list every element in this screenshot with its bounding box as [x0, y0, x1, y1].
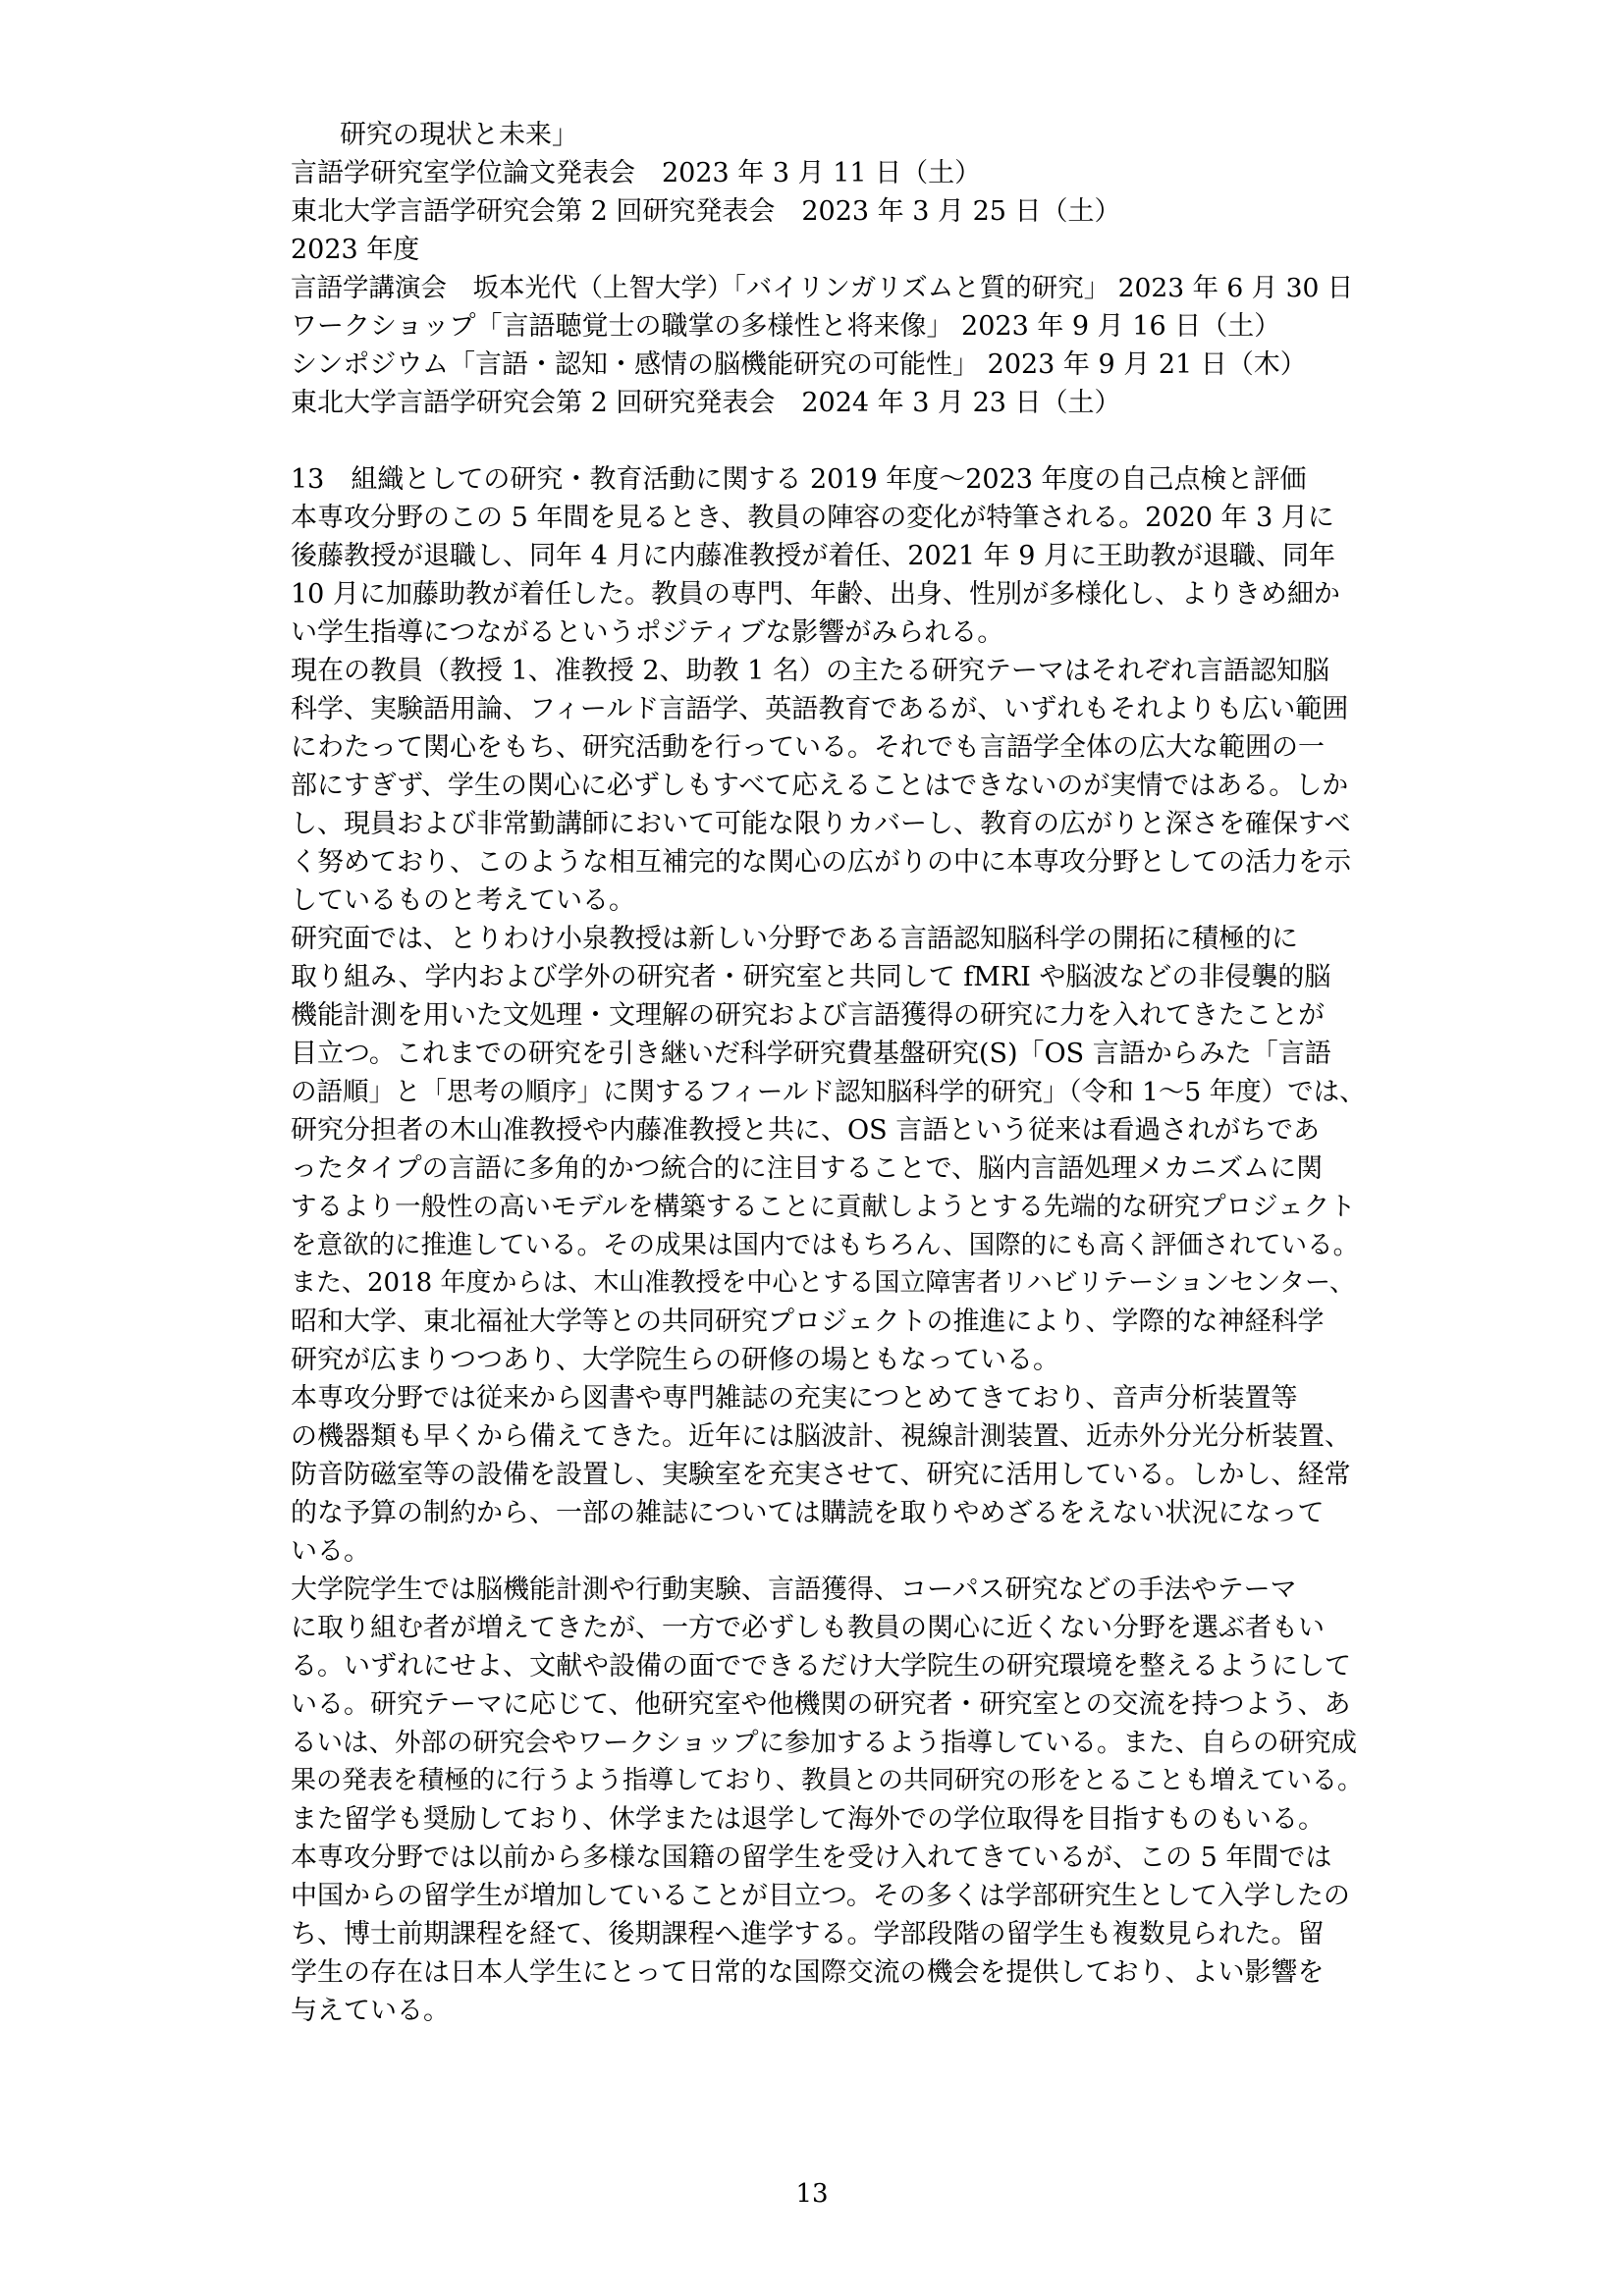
body-line: 10 月に加藤助教が着任した。教員の専門、年齢、出身、性別が多様化し、よりきめ細か — [291, 579, 1340, 610]
event-line: ワークショップ「言語聴覚士の職掌の多様性と将来像」 2023 年 9 月 16 日（土） — [291, 311, 1281, 342]
body-line: するより一般性の高いモデルを構築することに貢献しようとする先端的な研究プロジェクト — [291, 1192, 1356, 1222]
body-line: に取り組む者が増えてきたが、一方で必ずしも教員の関心に近くない分野を選ぶ者もい — [291, 1613, 1325, 1643]
body-line: 中国からの留学生が増加していることが目立つ。その多くは学部研究生として入学したの — [291, 1881, 1350, 1911]
event-line: シンポジウム「言語・認知・感情の脳機能研究の可能性」 2023 年 9 月 21 日（木） — [291, 349, 1307, 380]
body-line: 本専攻分野のこの 5 年間を見るとき、教員の陣容の変化が特筆される。2020 年 3 月に — [291, 503, 1334, 533]
paragraph-faculty-changes — [291, 499, 1371, 652]
body-line: 取り組み、学内および学外の研究者・研究室と共同して fMRI や脳波などの非侵襲的脳 — [291, 962, 1331, 992]
body-line: 目立つ。これまでの研究を引き継いだ科学研究費基盤研究(S)「OS 言語からみた「言語 — [291, 1039, 1331, 1069]
events-list — [291, 116, 1371, 422]
event-line: 言語学講演会 坂本光代（上智大学）「バイリンガリズムと質的研究」 2023 年 6 月 30 日 — [291, 273, 1354, 303]
body-line: しているものと考えている。 — [291, 885, 635, 916]
paragraph-research-activity — [291, 920, 1371, 1379]
body-line: く努めており、このような相互補完的な関心の広がりの中に本専攻分野としての活力を示 — [291, 847, 1351, 878]
body-line: 後藤教授が退職し、同年 4 月に内藤准教授が着任、2021 年 9 月に王助教が退職、同年 — [291, 541, 1335, 571]
body-line: 機能計測を用いた文処理・文理解の研究および言語獲得の研究に力を入れてきたことが — [291, 1000, 1325, 1031]
body-line: 現在の教員（教授 1、准教授 2、助教 1 名）の主たる研究テーマはそれぞれ言語認知脳 — [291, 656, 1329, 686]
event-line: 言語学研究室学位論文発表会 2023 年 3 月 11 日（土） — [291, 158, 982, 188]
body-line: いる。研究テーマに応じて、他研究室や他機関の研究者・研究室との交流を持つよう、あ — [291, 1689, 1351, 1720]
event-line: 東北大学言語学研究会第 2 回研究発表会 2023 年 3 月 25 日（土） — [291, 196, 1121, 227]
body-line: いる。 — [291, 1536, 370, 1567]
paragraph-facilities — [291, 1379, 1371, 1571]
paragraph-research-themes — [291, 652, 1371, 920]
paragraph-international-students — [291, 1839, 1371, 2030]
section-heading: 13 組織としての研究・教育活動に関する 2019 年度～2023 年度の自己点検と評価 — [291, 464, 1307, 495]
body-line: 的な予算の制約から、一部の雑誌については購読を取りやめざるをえない状況になって — [291, 1498, 1325, 1528]
self-evaluation-section — [291, 460, 1371, 2030]
body-line: 本専攻分野では以前から多様な国籍の留学生を受け入れてきているが、この 5 年間では — [291, 1842, 1332, 1873]
page-number: 13 — [795, 2179, 829, 2209]
fiscal-year-label: 2023 年度 — [291, 235, 420, 265]
body-line: 科学、実験語用論、フィールド言語学、英語教育であるが、いずれもそれよりも広い範囲 — [291, 694, 1349, 724]
body-line: い学生指導につながるというポジティブな影響がみられる。 — [291, 617, 1004, 648]
body-line: 部にすぎず、学生の関心に必ずしもすべて応えることはできないのが実情ではある。しか — [291, 771, 1349, 801]
body-line: 大学院学生では脳機能計測や行動実験、言語獲得、コーパス研究などの手法やテーマ — [291, 1575, 1297, 1605]
body-line: ったタイプの言語に多角的かつ統合的に注目することで、脳内言語処理メカニズムに関 — [291, 1153, 1324, 1184]
body-line: 昭和大学、東北福祉大学等との共同研究プロジェクトの推進により、学際的な神経科学 — [291, 1307, 1325, 1337]
body-line: 防音防磁室等の設備を設置し、実験室を充実させて、研究に活用している。しかし、経常 — [291, 1460, 1351, 1490]
body-line: 研究分担者の木山准教授や内藤准教授と共に、OS 言語という従来は看過されがちであ — [291, 1115, 1320, 1146]
body-line: の機器類も早くから備えてきた。近年には脳波計、視線計測装置、近赤外分光分析装置、 — [291, 1421, 1351, 1452]
body-line: 研究面では、とりわけ小泉教授は新しい分野である言語認知脳科学の開拓に積極的に — [291, 924, 1298, 954]
body-line: の語順」と「思考の順序」に関するフィールド認知脳科学的研究」（令和 1～5 年度）では、 — [291, 1077, 1366, 1107]
body-line: し、現員および非常勤講師において可能な限りカバーし、教育の広がりと深さを確保すべ — [291, 809, 1351, 839]
body-line: るいは、外部の研究会やワークショップに参加するよう指導している。また、自らの研究成 — [291, 1728, 1357, 1758]
body-line: る。いずれにせよ、文献や設備の面でできるだけ大学院生の研究環境を整えるようにして — [291, 1651, 1351, 1682]
document-page — [291, 116, 1371, 2030]
body-line: 学生の存在は日本人学生にとって日常的な国際交流の機会を提供しており、よい影響を — [291, 1957, 1325, 1988]
body-line: 与えている。 — [291, 1996, 450, 2026]
body-line: また留学も奨励しており、休学または退学して海外での学位取得を目指すものもいる。 — [291, 1804, 1325, 1835]
body-line: 果の発表を積極的に行うよう指導しており、教員との共同研究の形をとることも増えている。 — [291, 1766, 1364, 1795]
body-line: にわたって関心をもち、研究活動を行っている。それでも言語学全体の広大な範囲の一 — [291, 732, 1325, 763]
paragraph-graduate-students — [291, 1571, 1371, 1839]
body-line: 研究が広まりつつあり、大学院生らの研修の場ともなっている。 — [291, 1345, 1059, 1375]
body-line: また、2018 年度からは、木山准教授を中心とする国立障害者リハビリテーションセンター、 — [291, 1268, 1356, 1298]
event-line: 研究の現状と未来」 — [340, 120, 578, 150]
body-line: ち、博士前期課程を経て、後期課程へ進学する。学部段階の留学生も複数見られた。留 — [291, 1919, 1325, 1949]
section-gap — [291, 422, 1371, 460]
body-line: を意欲的に推進している。その成果は国内ではもちろん、国際的にも高く評価されている。 — [291, 1230, 1360, 1260]
body-line: 本専攻分野では従来から図書や専門雑誌の充実につとめてきており、音声分析装置等 — [291, 1383, 1298, 1414]
event-line: 東北大学言語学研究会第 2 回研究発表会 2024 年 3 月 23 日（土） — [291, 388, 1121, 418]
